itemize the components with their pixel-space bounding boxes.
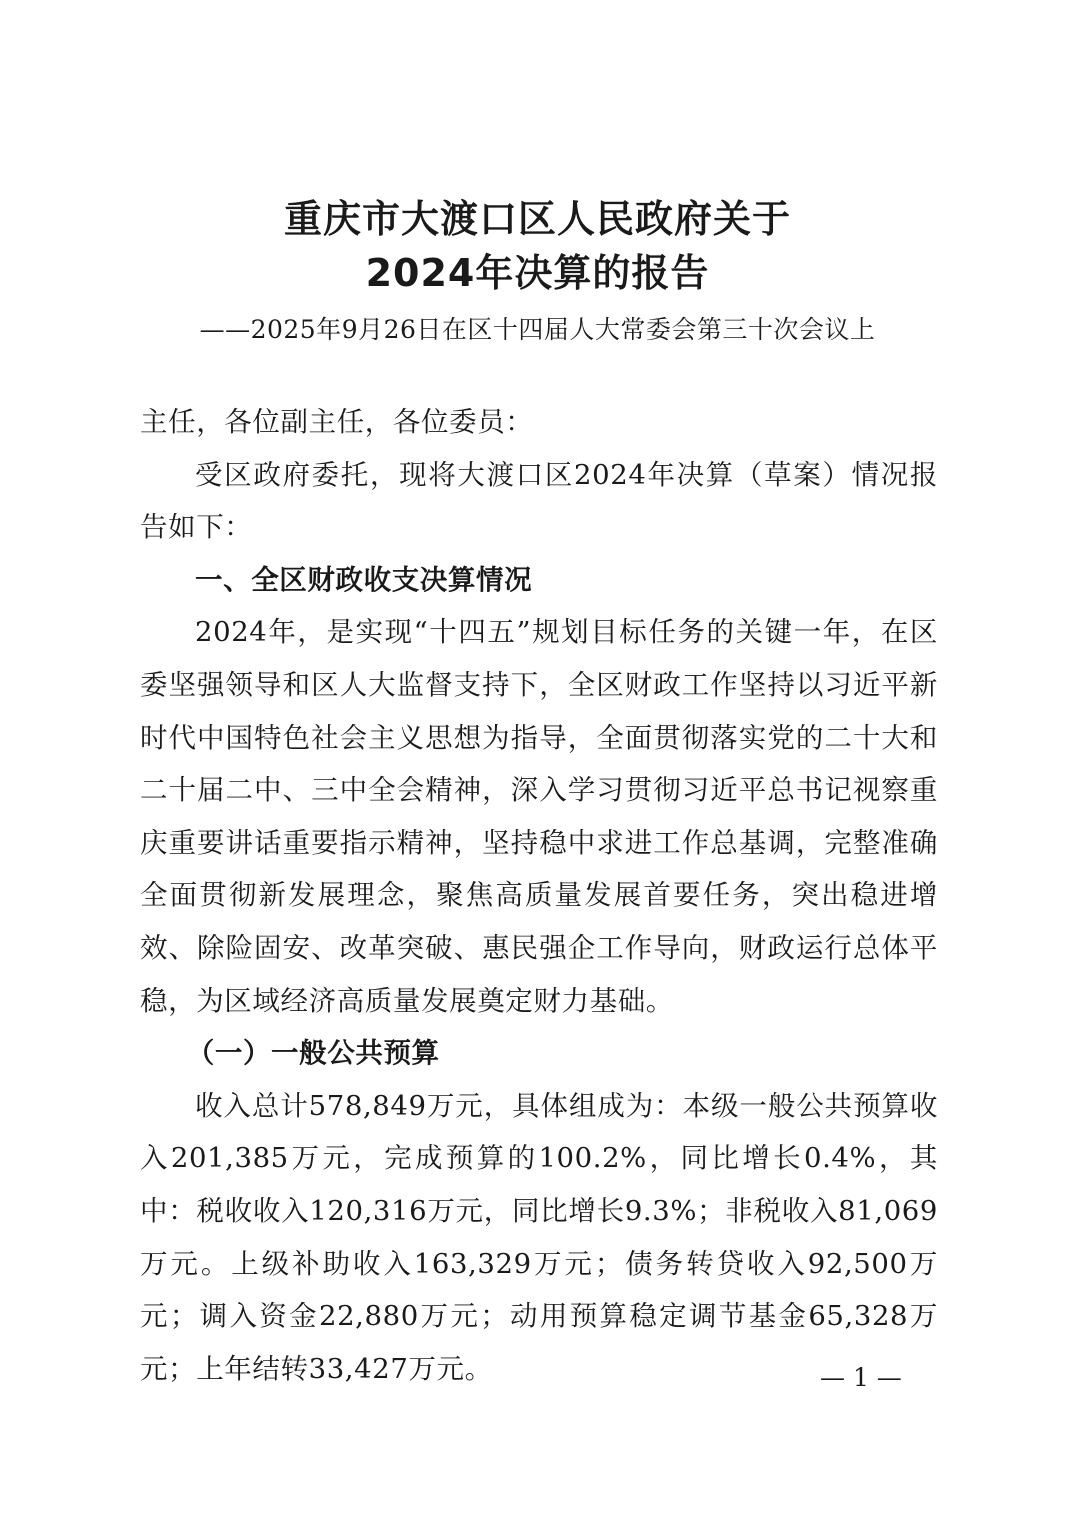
subsection-1-paragraph: 收入总计578,849万元，具体组成为：本级一般公共预算收入201,385万元，完成预算的100.2%，同比增长0.4%，其中：税收收入120,316万元，同比增长9.3%；非税收入81,069万元。上级补助收入163,329万元；债务转贷收入92,500万元；调入资金22,880万元；动用预算稳定调节基金65,328万元；上年结转33,427万元。 bbox=[140, 1089, 938, 1385]
report-title-line-2: 2024年决算的报告 bbox=[365, 251, 710, 295]
report-body bbox=[140, 396, 938, 1395]
section-1-heading: 一、全区财政收支决算情况 bbox=[195, 563, 533, 596]
salutation: 主任，各位副主任，各位委员： bbox=[140, 406, 534, 438]
section-1-paragraph: 2024年，是实现“十四五”规划目标任务的关键一年，在区委坚强领导和区人大监督支持下，全区财政工作坚持以习近平新时代中国特色社会主义思想为指导，全面贯彻落实党的二十大和二十届二中、三中全会精神，深入学习贯彻习近平总书记视察重庆重要讲话重要指示精神，坚持稳中求进工作总基调，完整准确全面贯彻新发展理念，聚焦高质量发展首要任务，突出稳进增效、除险固安、改革突破、惠民强企工作导向，财政运行总体平稳，为区域经济高质量发展奠定财力基础。 bbox=[140, 616, 938, 1017]
report-subtitle: ——2025年9月26日在区十四届人大常委会第三十次会议上 bbox=[199, 315, 876, 344]
subsection-1-heading: （一）一般公共预算 bbox=[186, 1037, 440, 1070]
intro-paragraph: 受区政府委托，现将大渡口区2024年决算（草案）情况报告如下： bbox=[140, 458, 938, 544]
page-number: — 1 — bbox=[820, 1363, 902, 1392]
report-title-line-1: 重庆市大渡口区人民政府关于 bbox=[283, 197, 791, 241]
